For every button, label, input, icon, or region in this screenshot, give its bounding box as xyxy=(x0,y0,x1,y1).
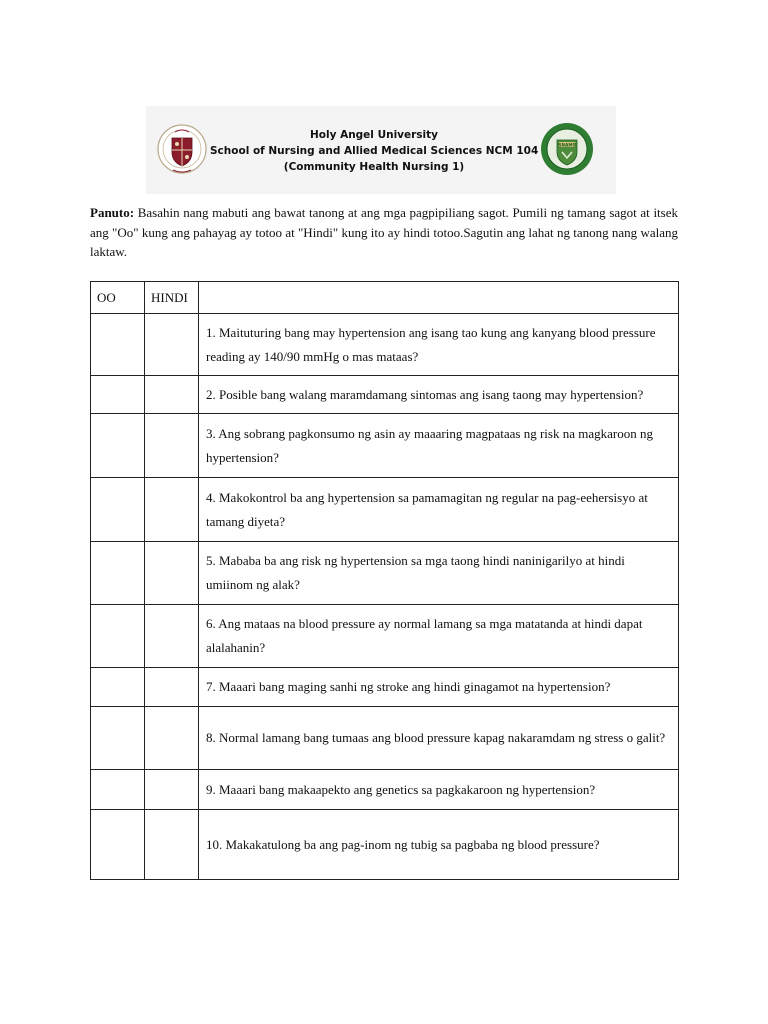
table-row xyxy=(91,376,679,414)
questions-table xyxy=(90,281,679,880)
right-logo-text: SNAMS xyxy=(558,143,576,149)
question-text: 9. Maaari bang makaapekto ang genetics sa pagkakaroon ng hypertension? xyxy=(199,770,679,810)
snams-seal-icon xyxy=(540,122,594,176)
table-header-row xyxy=(91,282,679,314)
answer-cell-hindi[interactable] xyxy=(145,314,199,376)
answer-cell-oo[interactable] xyxy=(91,810,145,880)
answer-cell-hindi[interactable] xyxy=(145,605,199,668)
question-text: 6. Ang mataas na blood pressure ay normal lamang sa mga matatanda at hindi dapat alalahanin? xyxy=(199,605,679,668)
header-title-block xyxy=(210,127,538,175)
university-seal-icon xyxy=(157,122,207,176)
question-text: 3. Ang sobrang pagkonsumo ng asin ay maaaring magpataas ng risk na magkaroon ng hypertension? xyxy=(199,414,679,478)
answer-cell-oo[interactable] xyxy=(91,478,145,542)
question-text: 2. Posible bang walang maramdamang sintomas ang isang taong may hypertension? xyxy=(199,376,679,414)
answer-cell-hindi[interactable] xyxy=(145,770,199,810)
answer-cell-hindi[interactable] xyxy=(145,668,199,707)
column-header-oo: OO xyxy=(91,282,145,314)
table-row xyxy=(91,414,679,478)
table-row xyxy=(91,810,679,880)
instructions-label: Panuto: xyxy=(90,205,135,220)
answer-cell-oo[interactable] xyxy=(91,414,145,478)
answer-cell-oo[interactable] xyxy=(91,668,145,707)
table-row xyxy=(91,542,679,605)
answer-cell-oo[interactable] xyxy=(91,314,145,376)
instructions-text: Basahin nang mabuti ang bawat tanong at ang mga pagpipiliang sagot. Pumili ng tamang sagot at itsek ang "Oo" kung ang pahayag ay totoo at "Hindi" kung ito ay hindi totoo.Sagutin ang lahat ng tanong nang walang laktaw. xyxy=(90,205,678,259)
question-text: 1. Maituturing bang may hypertension ang isang tao kung ang kanyang blood pressure reading ay 140/90 mmHg o mas mataas? xyxy=(199,314,679,376)
question-text: 8. Normal lamang bang tumaas ang blood pressure kapag nakaramdam ng stress o galit? xyxy=(199,707,679,770)
course-name: (Community Health Nursing 1) xyxy=(283,161,465,173)
question-text: 4. Makokontrol ba ang hypertension sa pamamagitan ng regular na pag-eehersisyo at tamang diyeta? xyxy=(199,478,679,542)
university-name: Holy Angel University xyxy=(309,129,439,141)
question-text: 5. Mababa ba ang risk ng hypertension sa mga taong hindi naninigarilyo at hindi umiinom ng alak? xyxy=(199,542,679,605)
answer-cell-oo[interactable] xyxy=(91,707,145,770)
answer-cell-hindi[interactable] xyxy=(145,478,199,542)
answer-cell-oo[interactable] xyxy=(91,770,145,810)
table-row xyxy=(91,770,679,810)
answer-cell-oo[interactable] xyxy=(91,376,145,414)
answer-cell-hindi[interactable] xyxy=(145,707,199,770)
instructions-paragraph xyxy=(90,203,678,262)
table-row xyxy=(91,314,679,376)
table-row xyxy=(91,478,679,542)
answer-cell-hindi[interactable] xyxy=(145,376,199,414)
question-text: 7. Maaari bang maging sanhi ng stroke ang hindi ginagamot na hypertension? xyxy=(199,668,679,707)
column-header-hindi: HINDI xyxy=(145,282,199,314)
school-name: School of Nursing and Allied Medical Sciences NCM 104 xyxy=(210,145,539,157)
column-header-question xyxy=(199,282,679,314)
answer-cell-oo[interactable] xyxy=(91,542,145,605)
answer-cell-hindi[interactable] xyxy=(145,542,199,605)
table-row xyxy=(91,707,679,770)
table-row xyxy=(91,605,679,668)
table-row xyxy=(91,668,679,707)
answer-cell-hindi[interactable] xyxy=(145,810,199,880)
answer-cell-hindi[interactable] xyxy=(145,414,199,478)
question-text: 10. Makakatulong ba ang pag-inom ng tubig sa pagbaba ng blood pressure? xyxy=(199,810,679,880)
answer-cell-oo[interactable] xyxy=(91,605,145,668)
